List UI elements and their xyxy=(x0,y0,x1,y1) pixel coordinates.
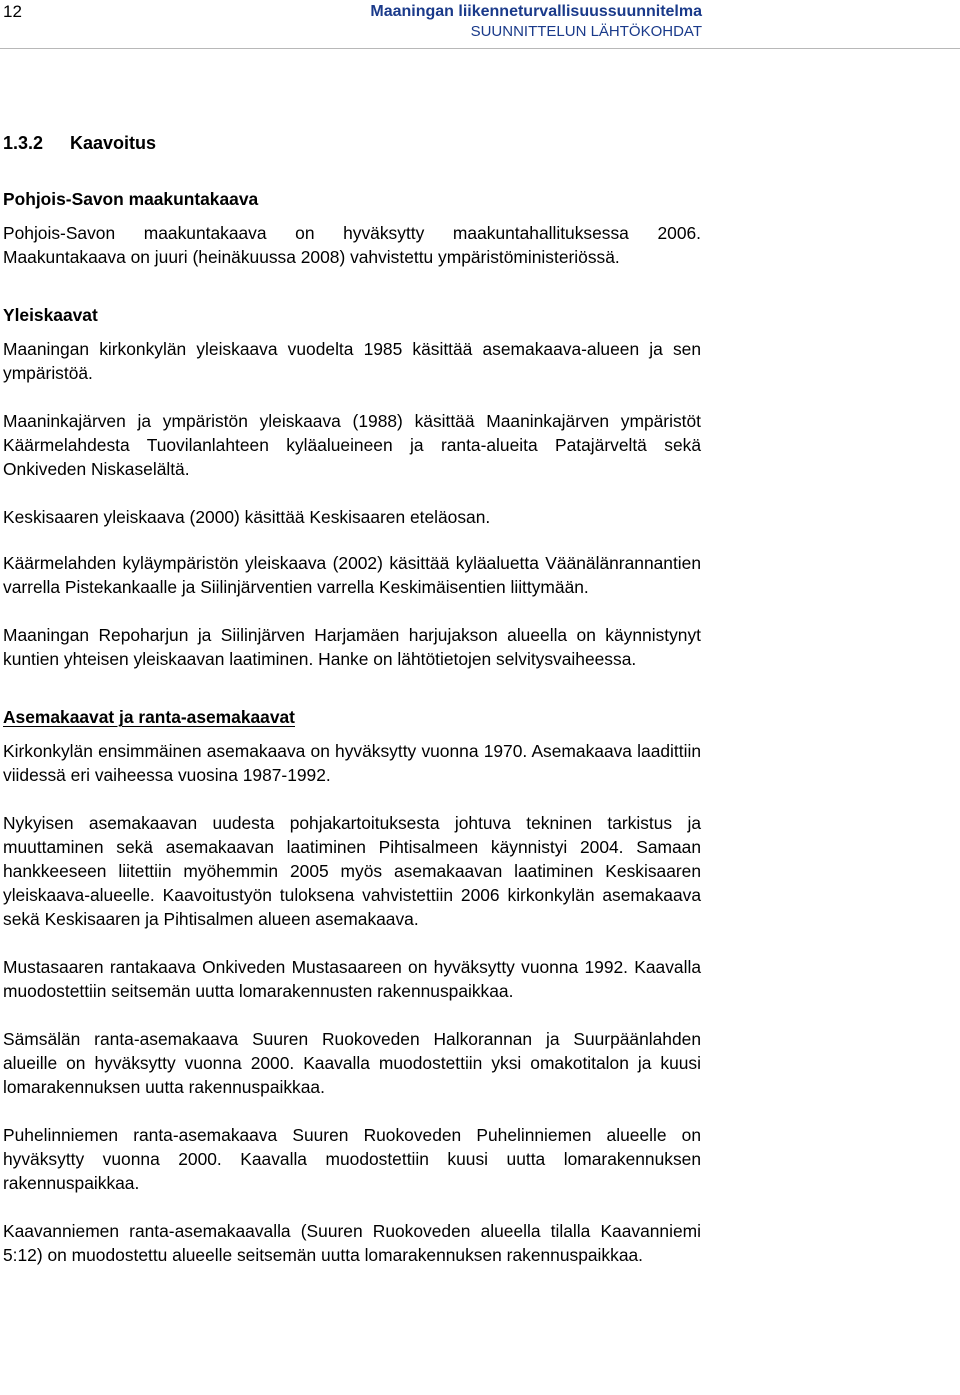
paragraph: Maaninkajärven ja ympäristön yleiskaava (1988) käsittää Maaninkajärven ympäristöt Käärmelahdesta Tuovilanlahteen kyläalueineen ja ranta-alueita Patajärveltä sekä Onkiveden Niskaselältä. xyxy=(3,411,701,479)
document-subtitle: SUUNNITTELUN LÄHTÖKOHDAT xyxy=(470,23,702,40)
section-number: 1.3.2 xyxy=(3,133,44,153)
paragraph: Puhelinniemen ranta-asemakaava Suuren Ruokoveden Puhelinniemen alueelle on hyväksytty vuonna 2000. Kaavalla muodostettiin kuusi uutta lomarakennuksen rakennuspaikkaa. xyxy=(3,1125,701,1193)
paragraph: Maaningan Repoharjun ja Siilinjärven Harjamäen harjujakson alueella on käynnistynyt kuntien yhteisen yleiskaavan laatiminen. Hanke on lähtötietojen selvitysvaiheessa. xyxy=(3,625,701,669)
paragraph: Nykyisen asemakaavan uudesta pohjakartoituksesta johtuva tekninen tarkistus ja muuttaminen sekä asemakaavan laatiminen Pihtisalmeen käynnistyi 2004. Samaan hankkeeseen liitettiin myöhemmin 2005 myös asemakaavan laatiminen Keskisaaren yleiskaava-alueelle. Kaavoitustyön tuloksena vahvistettiin 2006 kirkonkylän asemakaava sekä Keskisaaren ja Pihtisalmen alueen asemakaava. xyxy=(3,813,701,929)
subheading-maakuntakaava: Pohjois-Savon maakuntakaava xyxy=(3,189,259,209)
subheading-asemakaavat: Asemakaavat ja ranta-asemakaavat xyxy=(3,707,295,727)
paragraph: Maaningan kirkonkylän yleiskaava vuodelta 1985 käsittää asemakaava-alueen ja sen ympäristöä. xyxy=(3,339,701,383)
paragraph: Pohjois-Savon maakuntakaava on hyväksytty maakuntahallituksessa 2006. Maakuntakaava on juuri (heinäkuussa 2008) vahvistettu ympäristöministeriössä. xyxy=(3,223,701,267)
paragraph: Kirkonkylän ensimmäinen asemakaava on hyväksytty vuonna 1970. Asemakaava laadittiin viidessä eri vaiheessa vuosina 1987-1992. xyxy=(3,741,701,785)
section-heading xyxy=(3,131,701,155)
page-number: 12 xyxy=(3,2,22,21)
section-title: Kaavoitus xyxy=(70,133,157,153)
subheading-yleiskaavat: Yleiskaavat xyxy=(3,305,98,325)
paragraph: Mustasaaren rantakaava Onkiveden Mustasaareen on hyväksytty vuonna 1992. Kaavalla muodostettiin seitsemän uutta lomarakennusten rakennuspaikkaa. xyxy=(3,957,701,1001)
page-header xyxy=(0,0,960,48)
header-divider xyxy=(0,48,960,49)
paragraph: Sämsälän ranta-asemakaava Suuren Ruokoveden Halkorannan ja Suurpäänlahden alueille on hyväksytty vuonna 2000. Kaavalla muodostettiin yksi omakotitalon ja kuusi lomarakennuksen uutta rakennuspaikkaa. xyxy=(3,1029,701,1097)
document-body xyxy=(3,131,701,1267)
paragraph: Keskisaaren yleiskaava (2000) käsittää Keskisaaren eteläosan. xyxy=(3,507,491,527)
paragraph: Kaavanniemen ranta-asemakaavalla (Suuren Ruokoveden alueella tilalla Kaavanniemi 5:12) on muodostettu alueelle seitsemän uutta lomarakennuksen rakennuspaikkaa. xyxy=(3,1221,701,1265)
paragraph: Käärmelahden kyläympäristön yleiskaava (2002) käsittää kyläaluetta Väänälänrannantien varrella Pistekankaalle ja Siilinjärventien varrella Keskimäisentien liittymään. xyxy=(3,553,701,597)
document-title: Maaningan liikenneturvallisuussuunnitelma xyxy=(370,3,702,20)
